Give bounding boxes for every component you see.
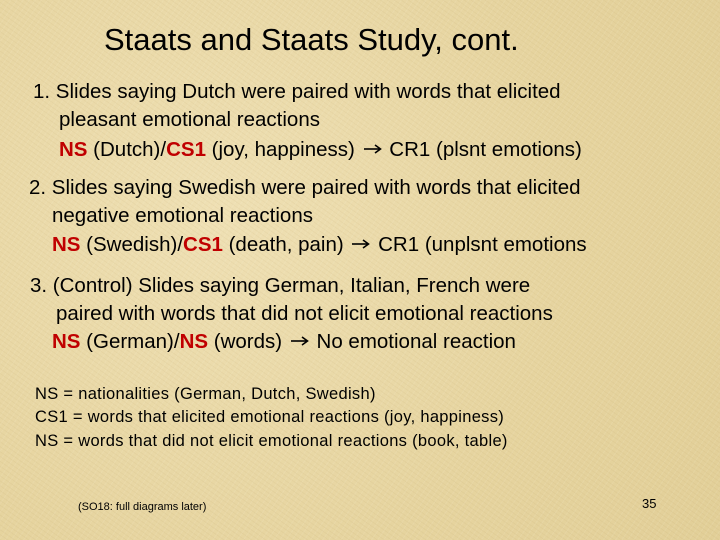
item-3-line-2: paired with words that did not elicit emotional reactions	[56, 302, 553, 325]
right-arrow-icon	[364, 144, 382, 154]
ns-description: (German)/	[80, 330, 180, 353]
ns-label: NS	[59, 138, 88, 161]
response-description: CR1 (plsnt emotions)	[389, 138, 582, 161]
cs1-label: CS1	[183, 233, 223, 256]
ns-label: NS	[52, 233, 81, 256]
ns-label: NS	[52, 330, 81, 353]
ns-description: (Dutch)/	[87, 138, 167, 161]
item-1-line-1: 1. Slides saying Dutch were paired with words that elicited	[33, 80, 561, 103]
slide-title: Staats and Staats Study, cont.	[104, 22, 519, 57]
cs1-description: (joy, happiness)	[205, 138, 355, 161]
definition-1: NS = nationalities (German, Dutch, Swedish)	[35, 385, 376, 403]
response-description: No emotional reaction	[316, 330, 516, 353]
response-description: CR1 (unplsnt emotions	[378, 233, 587, 256]
ns-description: (Swedish)/	[80, 233, 184, 256]
cs1-description: (death, pain)	[222, 233, 344, 256]
footnote: (SO18: full diagrams later)	[78, 501, 207, 513]
ns-description: (words)	[208, 330, 283, 353]
item-2-pairing	[52, 232, 587, 258]
item-2-line-2: negative emotional reactions	[52, 204, 313, 227]
ns-label: NS	[179, 330, 209, 353]
item-3-line-1: 3. (Control) Slides saying German, Italian, French were	[30, 274, 531, 297]
definition-2: CS1 = words that elicited emotional reactions (joy, happiness)	[35, 408, 505, 426]
page-number: 35	[642, 496, 657, 511]
cs1-label: CS1	[166, 138, 206, 161]
definition-3: NS = words that did not elicit emotional reactions (book, table)	[35, 432, 508, 450]
item-2-line-1: 2. Slides saying Swedish were paired with words that elicited	[29, 176, 581, 199]
right-arrow-icon	[291, 336, 309, 346]
item-3-pairing	[52, 329, 516, 355]
right-arrow-icon	[352, 239, 370, 249]
item-1-line-2: pleasant emotional reactions	[59, 108, 320, 131]
item-1-pairing	[59, 137, 582, 163]
